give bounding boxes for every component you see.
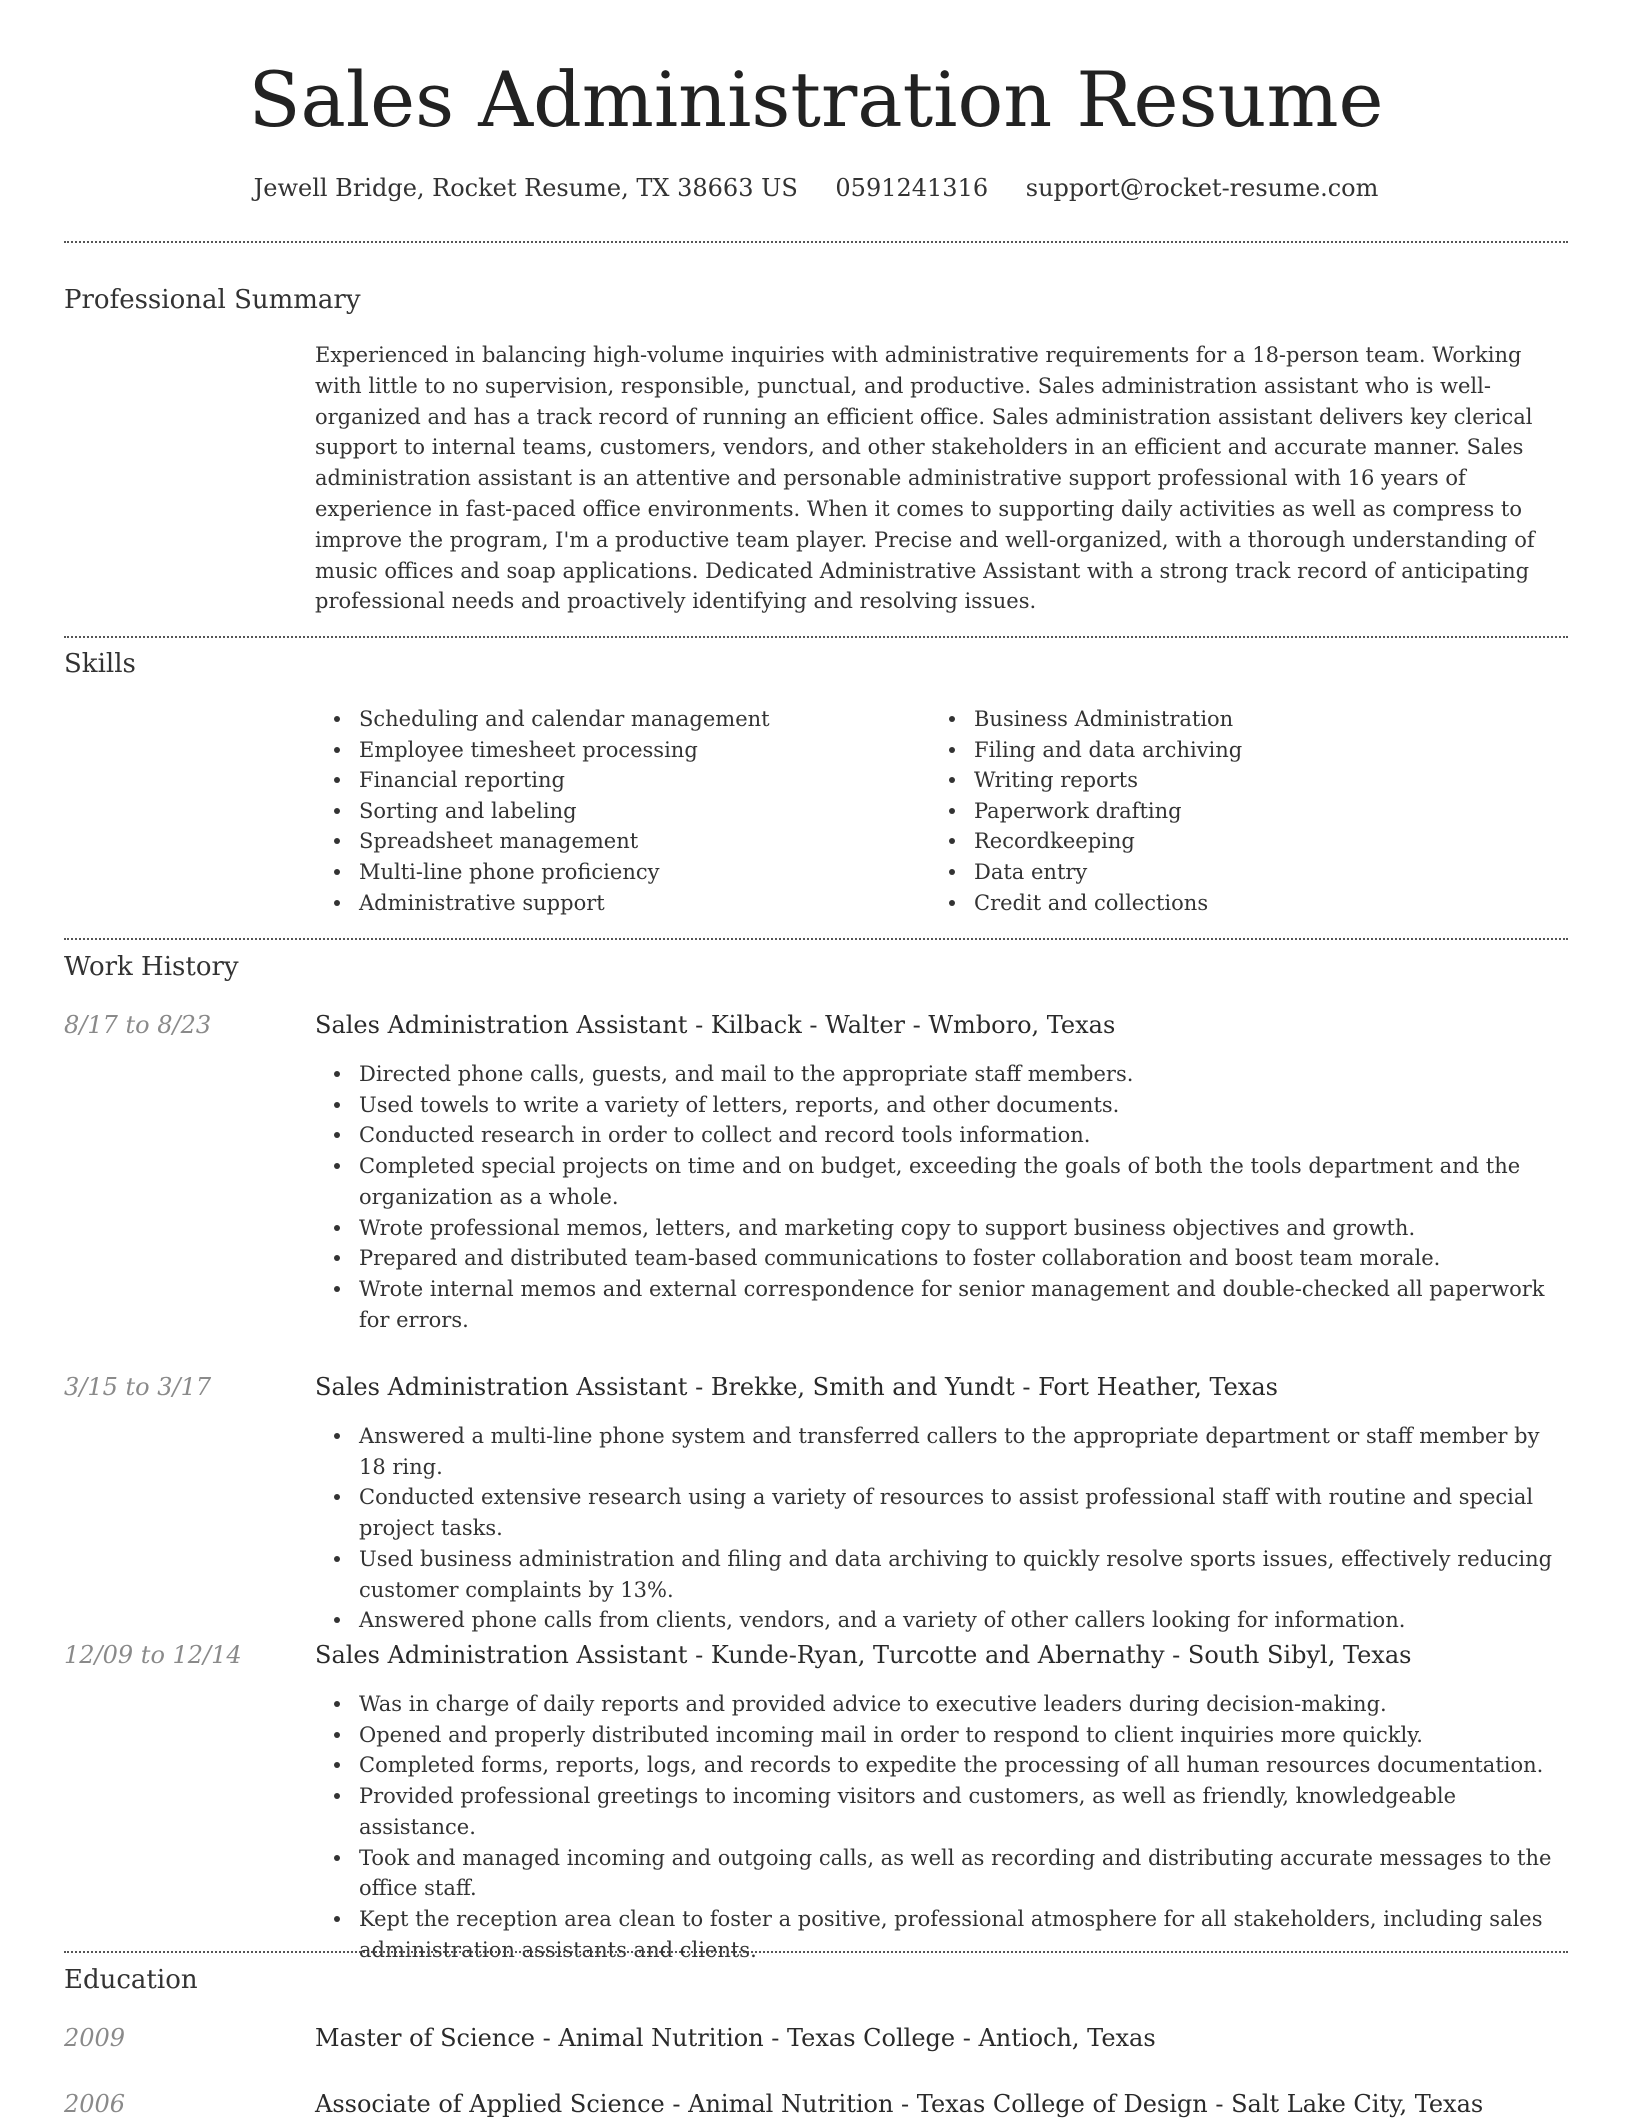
section-divider [64,241,1568,243]
job-bullets [315,1689,1568,1965]
work-heading: Work History [64,952,239,982]
skills-list-left [315,704,929,918]
summary-text: Experienced in balancing high-volume inquiries with administrative requirements for a 18-person team. Working with little to no supervision, responsible, punctual, and productive. Sales administration assistant who is well-organized and has a track record of running an efficient office. Sales administration assistant delivers key clerical support to internal teams, customers, vendors, and other stakeholders in an efficient and accurate manner. Sales administration assistant is an attentive and personable administrative support professional with 16 years of experience in fast-paced office environments. When it comes to supporting daily activities as well as compress to improve the program, I'm a productive team player. Precise and well-organized, with a thorough understanding of music offices and soap applications. Dedicated Administrative Assistant with a strong track record of anticipating professional needs and proactively identifying and resolving issues. [315,343,1535,614]
education-degree: Master of Science - Animal Nutrition - Texas College - Antioch, Texas [315,2024,1156,2052]
job-bullet: Opened and properly distributed incoming mail in order to respond to client inquiries more quickly. [359,1720,1568,1751]
skill-item: Filing and data archiving [974,735,1574,766]
job-bullet: Kept the reception area clean to foster a positive, professional atmosphere for all stakeholders, including sales administration assistants and clients. [359,1904,1568,1965]
job-bullet: Used business administration and filing and data archiving to quickly resolve sports issues, effectively reducing customer complaints by 13%. [359,1544,1568,1605]
job-bullet: Wrote professional memos, letters, and marketing copy to support business objectives and growth. [359,1213,1568,1244]
education-heading: Education [64,1965,198,1995]
skills-list-right [930,704,1574,918]
job-bullet: Was in charge of daily reports and provided advice to executive leaders during decision-making. [359,1689,1568,1720]
section-divider [64,938,1568,940]
job-bullet: Wrote internal memos and external correspondence for senior management and double-checked all paperwork for errors. [359,1274,1568,1335]
section-divider [64,1951,1568,1953]
skill-item: Employee timesheet processing [359,735,929,766]
job-bullets [315,1421,1568,1636]
job-bullet: Provided professional greetings to incoming visitors and customers, as well as friendly, knowledgeable assistance. [359,1781,1568,1842]
skill-item: Recordkeeping [974,826,1574,857]
job-bullet: Answered phone calls from clients, vendors, and a variety of other callers looking for information. [359,1605,1568,1636]
job-title: Sales Administration Assistant - Brekke, Smith and Yundt - Fort Heather, Texas [315,1373,1278,1401]
job-bullet: Completed special projects on time and on budget, exceeding the goals of both the tools department and the organization as a whole. [359,1151,1568,1212]
contact-line [64,170,1568,206]
job-title: Sales Administration Assistant - Kunde-Ryan, Turcotte and Abernathy - South Sibyl, Texas [315,1641,1412,1669]
contact-phone: 0591241316 [835,174,989,202]
job-bullet: Used towels to write a variety of letters, reports, and other documents. [359,1090,1568,1121]
job-dates: 8/17 to 8/23 [64,1011,212,1039]
skills-heading: Skills [64,649,136,679]
job-bullet: Conducted research in order to collect and record tools information. [359,1120,1568,1151]
skill-item: Spreadsheet management [359,826,929,857]
skill-item: Sorting and labeling [359,796,929,827]
summary-heading: Professional Summary [64,285,361,315]
skill-item: Data entry [974,857,1574,888]
skill-item: Administrative support [359,888,929,919]
job-bullet: Directed phone calls, guests, and mail to the appropriate staff members. [359,1059,1568,1090]
resume-title: Sales Administration Resume [248,55,1384,144]
education-year: 2006 [64,2090,126,2118]
job-bullet: Prepared and distributed team-based communications to foster collaboration and boost team morale. [359,1243,1568,1274]
skill-item: Paperwork drafting [974,796,1574,827]
skill-item: Writing reports [974,765,1574,796]
contact-address: Jewell Bridge, Rocket Resume, TX 38663 US [253,174,798,202]
education-year: 2009 [64,2024,126,2052]
skill-item: Scheduling and calendar management [359,704,929,735]
contact-email: support@rocket-resume.com [1025,174,1379,202]
skill-item: Business Administration [974,704,1574,735]
skill-item: Financial reporting [359,765,929,796]
job-dates: 12/09 to 12/14 [64,1641,242,1669]
job-bullet: Answered a multi-line phone system and transferred callers to the appropriate department or staff member by 18 ring. [359,1421,1568,1482]
skill-item: Credit and collections [974,888,1574,919]
job-bullet: Took and managed incoming and outgoing calls, as well as recording and distributing accurate messages to the office staff. [359,1843,1568,1904]
job-bullets [315,1059,1568,1335]
job-title: Sales Administration Assistant - Kilback - Walter - Wmboro, Texas [315,1011,1116,1039]
education-degree: Associate of Applied Science - Animal Nutrition - Texas College of Design - Salt Lake City, Texas [315,2090,1484,2118]
job-bullet: Conducted extensive research using a variety of resources to assist professional staff with routine and special project tasks. [359,1482,1568,1543]
section-divider [64,636,1568,638]
job-bullet: Completed forms, reports, logs, and records to expedite the processing of all human resources documentation. [359,1750,1568,1781]
skill-item: Multi-line phone proficiency [359,857,929,888]
job-dates: 3/15 to 3/17 [64,1373,212,1401]
